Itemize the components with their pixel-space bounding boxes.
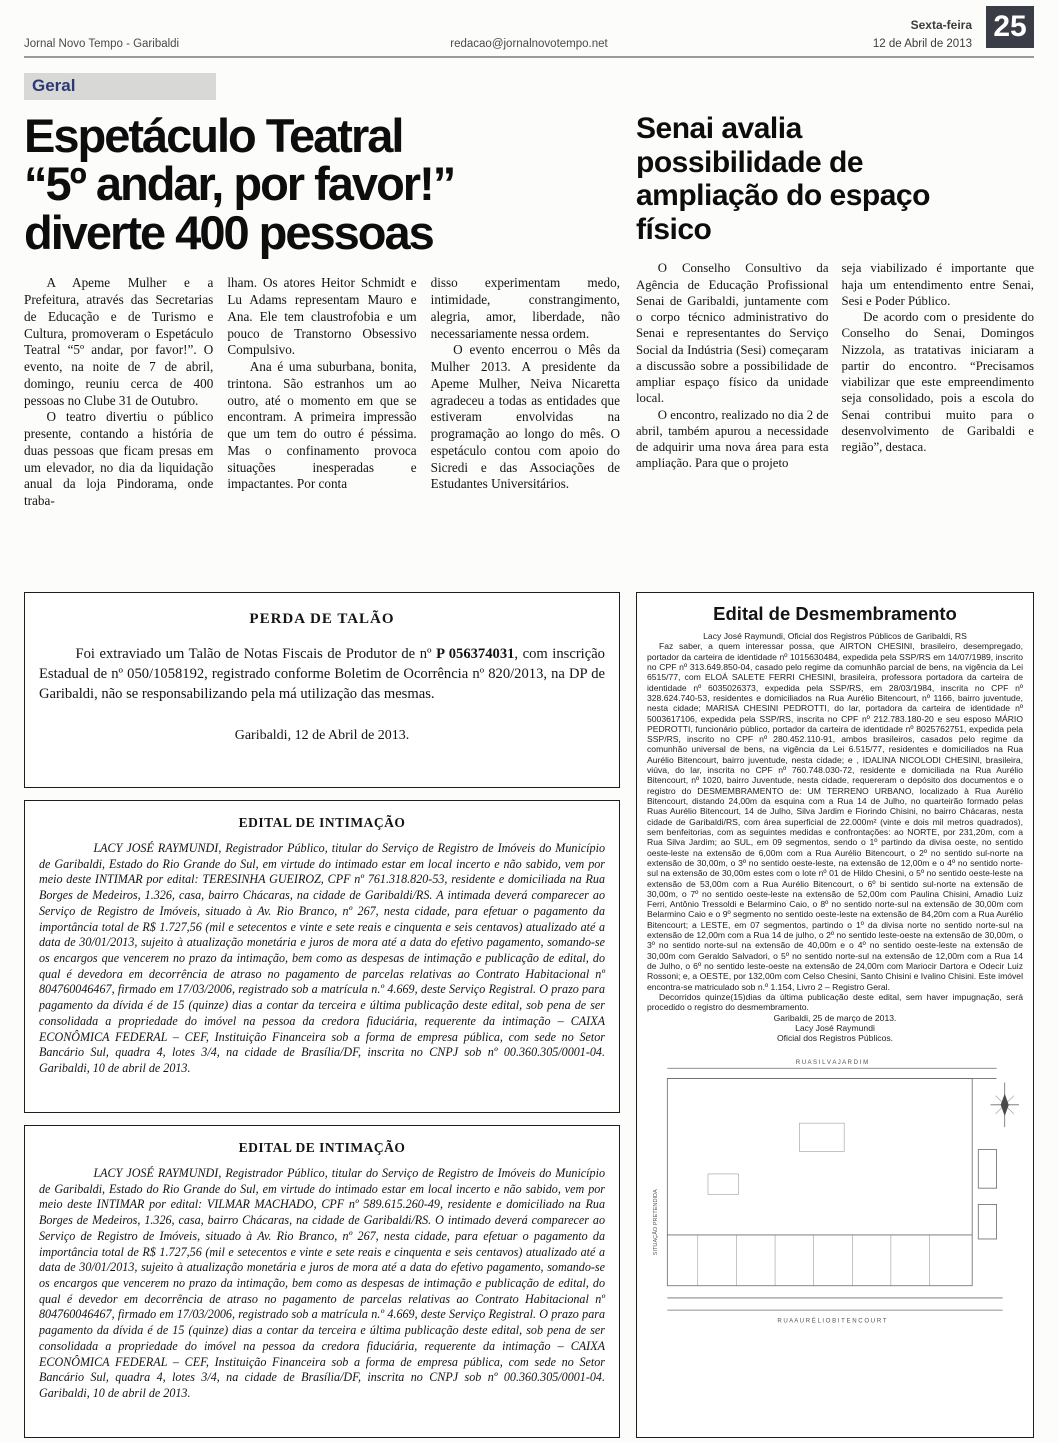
intimacao-title-1: EDITAL DE INTIMAÇÃO [238,815,406,830]
page-number-badge: 25 [986,6,1034,48]
paragraph: De acordo com o presidente do Conselho do Senai, Domingos Nizzola, as tratativas iniciaram a partir do encontro. “Precisamos viabilizar que este empreendimento seja consolidado, pois a escola do Senai contribui muito para o desenvolvimento de Garibaldi e região”, destaca. [841,310,1034,455]
article-column-3 [431,275,620,510]
bottom-left-column [24,592,620,1438]
edition-date: 12 de Abril de 2013 [872,38,972,50]
intimacao-title-2: EDITAL DE INTIMAÇÃO [238,1140,406,1155]
intimacao-body-2: LACY JOSÉ RAYMUNDI, Registrador Público, titular do Serviço de Registro de Imóveis do Município de Garibaldi, Estado do Rio Grande do Sul, em virtude do intimado estar em local incerto e não sabido, vem por meio deste INTIMAR por edital: VILMAR MACHADO, CPF nº 589.615.260-49, residente e domiciliado na Rua Borges de Medeiros, 1.326, casa, bairro Chácaras, na cidade de Garibaldi/RS. O intimado deverá comparecer ao Serviço de Registro de Imóveis, situado à Av. Rio Branco, nº 267, nesta cidade, para efetuar o pagamento da importância total de R$ 1.727,56 (mil e setecentos e vinte e sete reais e cinquenta e seis centavos) atualizado até a data de 30/01/2013, sujeito à atualização monetária e juros de mora até a data do efetivo pagamento, somando-se os encargos que vencerem no prazo da intimação, bem como as despesas de intimação e publicação de edital, do qual é devedor em decorrência de atraso no pagamento de parcelas relativas ao Contrato Habitacional nº 804760046467, firmado em 17/03/2006, registrado sob a matrícula n.º 4.669, deste Serviço Registral. O prazo para pagamento da dívida é de 15 (quinze) dias a contar da terceira e última publicação deste edital, sob pena de ser consolidada a propriedade do imóvel na pessoa da credora fiduciária, requerente da intimação – CAIXA ECONÔMICA FEDERAL – CEF, Instituição Financeira sob a forma de empresa pública, com sede no Setor Bancário Sul, quadra 4, lotes 3/4, na cidade de Brasília/DF, inscrita no CNPJ sob nº 00.360.305/0001-04. Garibaldi, 10 de abril de 2013. [39,1166,605,1401]
perda-body [39,644,605,704]
perda-title: PERDA DE TALÃO [249,611,395,627]
desmembramento-closing: Decorridos quinze(15)dias da última publicação deste edital, sem haver impugnação, será procedido o registro do desmembramento. [647,991,1023,1013]
paragraph: O teatro divertiu o público presente, contando a história de duas pessoas que ficam presas em um elevador, no dia da liquidação anual da loja Pindorama, onde traba- [24,409,214,509]
section-label: Geral [24,73,216,100]
main-headline-line1: Espetáculo Teatral [24,112,403,162]
paragraph: A Apeme Mulher e a Prefeitura, através das Secretarias de Educação e de Turismo e Cultura, promoveram o Espetáculo Teatral “5º andar, por favor!”. O evento, na noite de 7 de abril, domingo, reuniu cerca de 400 pessoas no Clube 31 de Outubro. [24,275,214,408]
senai-headline: Senai avalia possibilidade de ampliação do espaço físico [636,112,930,246]
edital-intimacao-box-2 [24,1125,620,1438]
senai-column-1 [636,260,829,471]
street-top-label: R U A S I L V A J A R D I M [795,1058,869,1066]
perda-date-line: Garibaldi, 12 de Abril de 2013. [234,728,410,744]
article-senai [636,112,1034,578]
senai-column-2 [842,260,1035,471]
edital-desmembramento-box [636,592,1034,1438]
redaction-email: redacao@jornalnovotempo.net [450,38,608,50]
situacao-pretendida-label: SITUAÇÃO PRETENDIDA [653,1188,660,1255]
edital-intimacao-box-1 [24,800,620,1113]
paragraph: disso experimentam medo, intimidade, constrangimento, alegria, amor, liberdade, não necessariamente nessa ordem. [430,275,620,341]
masthead [24,0,1034,58]
perda-de-talao-box [24,592,620,788]
paragraph: lham. Os atores Heitor Schmidt e Lu Adams representam Mauro e Ana. Ele tem claustrofobia e um pouco de Transtorno Obsessivo Compulsivo. [227,275,417,358]
bottom-notices-region [24,592,1034,1438]
bottom-right-column [636,592,1034,1438]
official-line: Lacy José Raymundi, Oficial dos Registros Públicos de Garibaldi, RS [703,631,967,641]
intimacao-body-1: LACY JOSÉ RAYMUNDI, Registrador Público, titular do Serviço de Registro de Imóveis do Município de Garibaldi, Estado do Rio Grande do Sul, em virtude do intimado estar em local incerto e não sabido, vem por meio deste INTIMAR por edital: TERESINHA GUEIROZ, CPF nº 761.318.820-53, residente e domiciliada na Rua Borges de Medeiros, 1.326, casa, bairro Chácaras, na cidade de Garibaldi/RS. A intimada deverá comparecer ao Serviço de Registro de Imóveis, situado à Av. Rio Branco, nº 267, nesta cidade, para efetuar o pagamento da importância total de R$ 1.727,56 (mil e setecentos e vinte e sete reais e cinquenta e seis centavos) atualizado até a data de 30/01/2013, sujeito à atualização monetária e juros de mora até a data do efetivo pagamento, somando-se os encargos que vencerem no prazo da intimação, bem como as despesas de intimação e publicação de edital, do qual é devedora em decorrência de atraso no pagamento de parcelas relativas ao Contrato Habitacional nº 804760046467, firmado em 17/03/2006, registrado sob a matrícula n.º 4.669, deste Serviço Registral. O prazo para pagamento da dívida é de 15 (quinze) dias a contar da terceira e última publicação deste edital, sob pena de ser consolidada a propriedade do imóvel na pessoa da credora fiduciária, requerente da intimação – CAIXA ECONÔMICA FEDERAL – CEF, Instituição Financeira sob a forma de empresa pública, com sede no Setor Bancário Sul, quadra 4, lotes 3/4, na cidade de Brasília/DF, inscrita no CNPJ sob nº 00.360.305/0001-04. Garibaldi, 10 de abril de 2013. [39,841,605,1076]
paper-name: Jornal Novo Tempo - Garibaldi [24,38,180,50]
article-column-1 [24,275,213,510]
paragraph: O evento encerrou o Mês da Mulher 2013. A presidente da Apeme Mulher, Neiva Nicaretta agradeceu a todas as entidades que estiveram envolvidas na programação ao longo do mês. O espetáculo contou com apoio do Sicredi e das Associações de Estudantes Universitários. [430,342,620,492]
paragraph: Ana é uma suburbana, bonita, trintona. São estranhos um ao outro, até o momento em que se encontram. A primeira impressão que um tem do outro é péssima. Mas o confinamento provoca situações inesperadas e impactantes. Por conta [227,359,417,492]
main-headline-line2: “5º andar, por favor!” [24,157,455,211]
desmembramento-body: Faz saber, a quem interessar possa, que AIRTON CHESINI, brasileiro, desempregado, portador da carteira de identidade nº 1015630484, expedida pela SSP/RS em 14/07/1989, inscrito no CPF nº 313.649.850-04, casado pelo regime da comunhão parcial de bens, na vigência da Lei 6515/77, com ELOÁ SALETE FERRI CHESINI, brasileira, professora portadora da carteira de identidade nº 6035026373, expedida pela SSP/RS, em 28/03/1984, inscrita no CPF nº 328.624.740-53, residentes e domiciliados na Rua Aurélio Bitencourt, nº 1166, bairro juventude, nesta cidade; MARISA CHESINI PEDROTTI, do lar, portadora da carteira de identidade nº 5003617106, expedida pela SSP/RS, inscrita no CPF nº 212.783.180-20 e seu esposo MÁRIO PEDROTTI, funcionário público, portador da carteira de identidade nº 8025762751, expedida pela SSP/RS, inscrito no CPF nº 280.452.110-91, ambos brasileiros, casados pelo regime da comunhão universal de bens, na vigência da Lei 6.515/77, residentes e domiciliados na Rua Aurélio Bitencourt, bairro juventude, nesta cidade; e , IDALINA NICOLODI CHESINI, brasileira, viúva, do lar, inscrita no CPF nº 760.748.030-72, residente e domiciliada na Rua Aurélio Bitencourt, nº 1020, bairro Juventude, nesta cidade, requereram o depósito dos documentos e o registro do DESMEMBRAMENTO de: UM TERRENO URBANO, localizado à Rua Aurélio Bitencourt, distando 24,00m da esquina com a Rua 14 de Julho, no quarteirão formado pelas Ruas Aurélio Bitencourt, 14 de Julho, Silva Jardim e Fiorindo Chisini, no bairro Chácaras, nesta cidade de Garibaldi/RS, com área superficial de 22.000m² (vinte e dois mil metros quadrados), sem benfeitorias, com as seguintes medidas e confrontações: ao NORTE, por 231,20m, com a Rua Silva Jardim; ao SUL, em 09 segmentos, sendo o 1º partindo da divisa oeste, no sentido oeste-leste na extensão de 6,00m com a Rua Aurélio Bitencourt, o 2º no sentido sul-norte na extensão de 30,00m, o 3º no sentido oeste-leste, na extensão de 12,00m e o 4º no sentido norte-sul na extensão de 30,00m estes com o lote nº 01 de Hildo Chesini, o 5º no sentido oeste-leste na extensão de 53,00m com a Rua Aurélio Bitencourt, o 6º bi sentido sul-norte na extensão de 30,00m, o 7º no sentido oeste-leste na extensão de 52,00m com Paulina Chisini, Amadio Luiz Ferri, Antônio Tressoldi e Belarmino Caio, o 8º no sentido norte-sul na extensão de 30,00m com Belarmino Caio e o 9º segmento no sentido oeste-leste na extensão de 84,20m com a Rua Aurélio Bitencourt; a LESTE, em 07 segmentos, partindo o 1º da divisa norte no sentido norte-sul na extensão de 12,00m com a Rua 14 de julho, o 2º no sentido leste-oeste na extensão de 30,00m, o 3º no sentido norte-sul na extensão de 40,00m e o 4º no sentido oeste-leste na extensão de 30,00m com Geraldo Salvadori, o 5º no sentido norte-sul na extensão de 12,00m com a Rua 14 de Julho, o 6º no sentido leste-oeste na extensão de 24,00m com Mariocir Dartora e Odecir Luiz Rossoni; e, a OESTE, por 132,00m com Celso Chesini, Santo Chisini e Ivalino Chisini. Este imóvel encontra-se matriculado sob n.º 1.154, Livro 2 – Registro Geral. [647,641,1023,992]
paragraph: seja viabilizado é importante que haja um entendimento entre Senai, Sesi e Poder Público. [841,261,1034,308]
main-headline-line3: diverte 400 pessoas [24,205,433,259]
paragraph: O encontro, realizado no dia 2 de abril, também apurou a necessidade de adquirir uma nova área para esta ampliação. Para que o projeto [636,407,829,471]
plat-map-drawing [647,1052,1023,1349]
signature-name: Lacy José Raymundi [795,1022,875,1033]
desmembramento-date-line: Garibaldi, 25 de março de 2013. [773,1012,897,1023]
senai-columns [636,260,1034,471]
masthead-date-block [873,18,972,50]
main-headline [24,112,620,257]
perda-talao-number: P 056374031 [436,646,515,662]
top-articles-region [24,112,1034,578]
desmembramento-text [647,631,1023,1044]
weekday-label: Sexta-feira [910,18,972,32]
article-espetaculo-teatral [24,112,620,578]
street-bottom-label: R U A A U R É L I O B I T E N C O U R T [777,1316,887,1324]
perda-body-pre: Foi extraviado um Talão de Notas Fiscais de Produtor de nº [75,646,437,662]
compass-icon [990,1082,1018,1127]
plat-map [647,1052,1023,1349]
paragraph: O Conselho Consultivo da Agência de Educação Profissional Senai de Garibaldi, juntamente com o corpo técnico administrativo do Senai e representantes do Serviço Social da Indústria (Sesi) começaram a discussão sobre a possibilidade de ampliar espaço físico da unidade local. [636,261,829,406]
signature-role: Oficial dos Registros Públicos. [776,1033,894,1044]
desmembramento-title: Edital de Desmembramento [713,603,957,624]
article-column-2 [227,275,416,510]
article-columns [24,275,620,510]
perda-body-post: , com inscrição Estadual de nº 050/1058192, registrado conforme Boletim de Ocorrência nº 820/2013, na DP de Garibaldi, não se responsabilizando pela má utilização das mesmas. [39,646,605,703]
